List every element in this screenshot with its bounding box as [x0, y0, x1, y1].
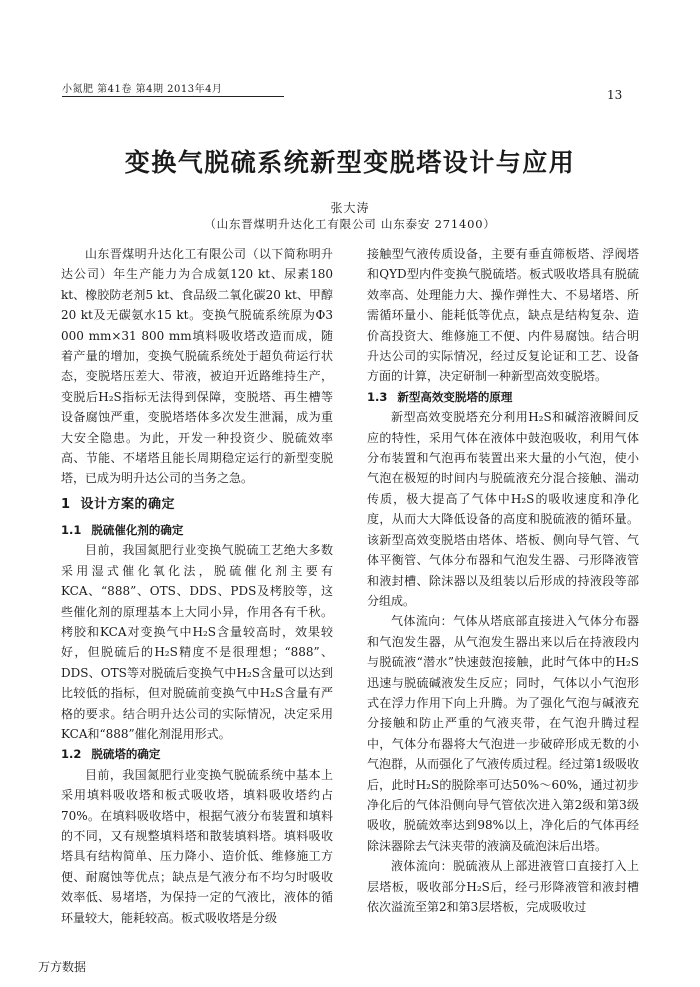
section-1-2-number: 1.2 [61, 747, 82, 762]
journal-header: 小氮肥 第41卷 第4期 2013年4月 [62, 80, 284, 97]
section-1-2-heading [61, 744, 333, 764]
continued-paragraph: 接触型气液传质设备，主要有垂直筛板塔、浮阀塔和QYD型内件变换气脱硫塔。板式吸收塔具有脱硫效率高、处理能力大、操作弹性大、不易堵塔、所需循环量小、能耗低等优点，缺点是结构复杂、造价高投资大、维修施工不便、内件易腐蚀。结合明升达公司的实际情况，经过反复论证和工艺、设备方面的计算，决定研制一种新型高效变脱塔。 [367, 247, 639, 384]
author-affiliation: （山东晋煤明升达化工有限公司 山东泰安 271400） [204, 217, 496, 231]
section-1-3-heading [367, 387, 639, 407]
right-column [367, 244, 639, 917]
liquid-flow-paragraph: 液体流向：脱硫液从上部进液管口直接打入上层塔板，吸收部分H₂S后，经弓形降液管和液封槽依次溢流至第2和第3层塔板，完成吸收过 [367, 859, 639, 914]
section-1-title: 设计方案的确定 [80, 496, 176, 512]
section-1-1-paragraph: 目前，我国氮肥行业变换气脱硫工艺绝大多数采用湿式催化氧化法，脱硫催化剂主要有KCA、“888”、OTS、DDS、PDS及栲胶等，这些催化剂的原理基本上大同小异，作用各有千秋。栲胶和KCA对变换气中H₂S含量较高时，效果较好，但脱硫后的H₂S精度不是很理想；“888”、DDS、OTS等对脱硫后变换气中H₂S含量可以达到比较低的指标，但对脱硫前变换气中H₂S含量有严格的要求。结合明升达公司的实际情况，决定采用KCA和“888”催化剂混用形式。 [61, 543, 333, 741]
section-1-3-title: 新型高效变脱塔的原理 [397, 389, 513, 404]
section-1-2-paragraph: 目前，我国氮肥行业变换气脱硫系统中基本上采用填料吸收塔和板式吸收塔，填料吸收塔约占70%。在填料吸收塔中，根据气液分布装置和填料的不同，又有规整填料塔和散装填料塔。填料吸收塔具有结构简单、压力降小、造价低、维修施工方便、耐腐蚀等优点；缺点是气液分布不均匀时吸收效率低、易堵塔，为保持一定的气液比，液体的循环量较大，能耗较高。板式吸收塔是分级 [61, 767, 333, 925]
section-1-2-title: 脱硫塔的确定 [91, 747, 161, 762]
article-title: 变换气脱硫系统新型变脱塔设计与应用 [124, 148, 576, 177]
author-name: 张大涛 [330, 201, 370, 215]
section-1-1-heading [61, 520, 333, 540]
section-1-3-paragraph: 新型高效变脱塔充分利用H₂S和碱溶液瞬间反应的特性，采用气体在液体中鼓泡吸收，利用气体分布装置和气泡再布装置出来大量的小气泡，使小气泡在极短的时间内与脱硫液充分混合接触、湍动传质，极大提高了气体中H₂S的吸收速度和净化度，从而大大降低设备的高度和脱硫液的循环量。该新型高效变脱塔由塔体、塔板、侧向导气管、气体平衡管、气体分布器和气泡发生器、弓形降液管和液封槽、除沫器以及组装以后形成的持液段等部分组成。 [367, 410, 639, 608]
section-1-1-title: 脱硫催化剂的确定 [91, 522, 184, 537]
page-number: 13 [607, 88, 623, 102]
left-column [61, 244, 333, 928]
section-1-1-number: 1.1 [61, 522, 82, 537]
footer-watermark: 万方数据 [38, 960, 87, 974]
intro-paragraph: 山东晋煤明升达化工有限公司（以下简称明升达公司）年生产能力为合成氨120 kt、尿素180 kt、橡胶防老剂5 kt、食品级二氧化碳20 kt、甲醇20 kt及无碳氨水15 kt。变换气脱硫系统原为Φ3 000 mm×31 800 mm填料吸收塔改造而成，随着产量的增加，变换气脱硫系统处于超负荷运行状态，变脱塔压差大、带液，被迫开近路维持生产，变脱后H₂S指标无法得到保障，变脱塔、再生槽等设备腐蚀严重，变脱塔塔体多次发生泄漏，成为重大安全隐患。为此，开发一种投资少、脱硫效率高、节能、不堵塔且能长周期稳定运行的新型变脱塔，已成为明升达公司的当务之急。 [61, 247, 333, 486]
section-1-heading [61, 494, 333, 516]
gas-flow-paragraph: 气体流向：气体从塔底部直接进入气体分布器和气泡发生器，从气泡发生器出来以后在持液段内与脱硫液“潜水”快速鼓泡接触，此时气体中的H₂S迅速与脱硫碱液发生反应；同时，气体以小气泡形式在浮力作用下向上升腾。为了强化气泡与碱液充分接触和防止严重的气液夹带，在气泡升腾过程中，气体分布器将大气泡进一步破碎形成无数的小气泡群，从而强化了气液传质过程。经过第1级吸收后，此时H₂S的脱除率可达50%～60%，通过初步净化后的气体沿侧向导气管依次进入第2级和第3级吸收，脱硫效率达到98%以上，净化后的气体再经除沫器除去气沫夹带的液滴及硫泡沫后出塔。 [367, 614, 639, 853]
section-1-3-number: 1.3 [367, 389, 388, 404]
section-1-number: 1 [61, 496, 71, 512]
